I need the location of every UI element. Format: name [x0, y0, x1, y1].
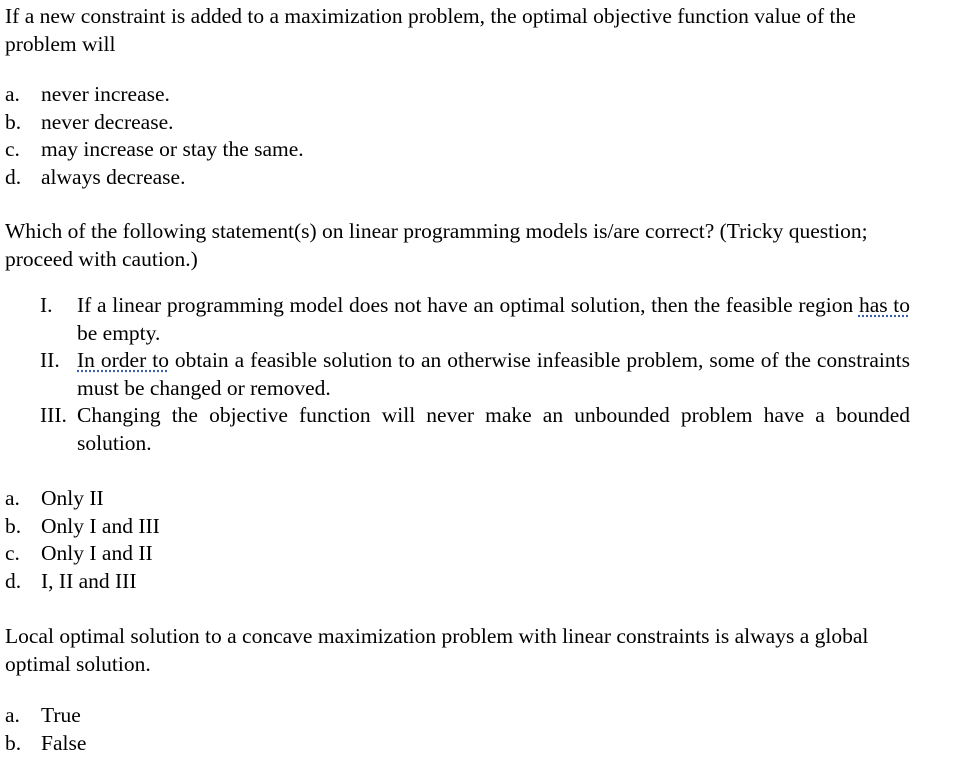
statement-iii [40, 402, 910, 457]
option-letter: a. [5, 82, 20, 106]
statement-body [77, 347, 910, 402]
question-1-option-a[interactable] [5, 81, 304, 109]
option-text: Only II [41, 486, 104, 510]
question-2-option-b[interactable] [5, 513, 160, 541]
statement-text: Changing the objective function will never make an unbounded problem have a bounded solution. [77, 403, 910, 455]
question-2-statements [40, 292, 910, 457]
marked-phrase: has to [858, 293, 910, 317]
statement-ii [40, 347, 910, 402]
option-letter: a. [5, 703, 20, 727]
option-letter: d. [5, 164, 22, 189]
option-text: may increase or stay the same. [41, 137, 304, 161]
option-letter: b. [5, 513, 22, 538]
statement-text: If a linear programming model does not have an optimal solution, then the feasible region [77, 293, 859, 317]
question-2-option-a[interactable] [5, 485, 160, 513]
statement-text-rest: be empty. [77, 320, 161, 345]
question-3-option-b[interactable] [5, 730, 86, 758]
statement-text-rest: obtain a feasible solution to an otherwise infeasible problem, some of the constraints must be changed or removed. [77, 348, 910, 400]
question-2-options [5, 485, 160, 595]
option-letter: d. [5, 568, 22, 593]
statement-body [77, 402, 910, 457]
option-letter: c. [5, 137, 20, 161]
statement-i [40, 292, 910, 347]
option-letter: b. [5, 109, 22, 134]
question-1-option-c[interactable] [5, 136, 304, 164]
question-1-option-b[interactable] [5, 109, 304, 137]
statement-numeral: II. [40, 348, 60, 372]
option-text: False [41, 730, 87, 755]
statement-numeral: III. [40, 403, 67, 427]
question-2-stem: Which of the following statement(s) on linear programming models is/are correct? (Tricky question; proceed with caution.) [5, 219, 868, 271]
option-text: True [41, 703, 81, 727]
option-text: never increase. [41, 82, 170, 106]
question-2-option-d[interactable] [5, 568, 160, 596]
option-text: I, II and III [41, 568, 137, 593]
question-2-option-c[interactable] [5, 540, 160, 568]
option-text: never decrease. [41, 109, 174, 134]
question-3-option-a[interactable] [5, 702, 86, 730]
question-1-options [5, 81, 304, 191]
option-letter: a. [5, 486, 20, 510]
option-letter: b. [5, 730, 22, 755]
question-1-option-d[interactable] [5, 164, 304, 192]
question-3-options [5, 702, 86, 757]
option-text: Only I and II [41, 541, 153, 565]
option-text: Only I and III [41, 513, 160, 538]
statement-body [77, 292, 910, 347]
marked-phrase: In order to [77, 348, 169, 372]
statement-numeral: I. [40, 293, 53, 317]
option-letter: c. [5, 541, 20, 565]
question-1-stem: If a new constraint is added to a maximization problem, the optimal objective function value of the problem will [5, 4, 856, 56]
question-3-stem: Local optimal solution to a concave maximization problem with linear constraints is always a global optimal solution. [5, 624, 869, 676]
option-text: always decrease. [41, 164, 186, 189]
